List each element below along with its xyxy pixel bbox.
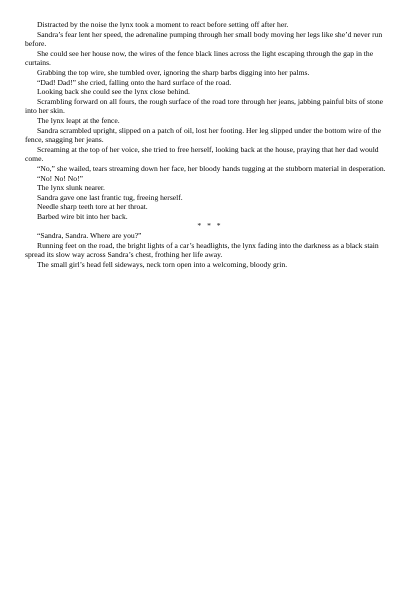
- paragraph: Scrambling forward on all fours, the rough surface of the road tore through her jeans, jabbing painful bits of stone into her skin.: [25, 96, 384, 116]
- story-text: [25, 20, 395, 269]
- paragraph: “Sandra, Sandra. Where are you?”: [37, 231, 142, 241]
- paragraph: “Dad! Dad!” she cried, falling onto the hard surface of the road.: [37, 77, 232, 87]
- paragraph: Distracted by the noise the lynx took a moment to react before setting off after her.: [37, 20, 289, 29]
- paragraph: The lynx slunk nearer.: [37, 183, 105, 193]
- paragraph: Barbed wire bit into her back.: [37, 211, 128, 221]
- paragraph: Grabbing the top wire, she tumbled over, ignoring the sharp barbs digging into her palms.: [37, 67, 310, 77]
- paragraph: Sandra gave one last frantic tug, freeing herself.: [37, 192, 183, 202]
- paragraph: Looking back she could see the lynx close behind.: [37, 87, 190, 97]
- paragraph: Running feet on the road, the bright lights of a car’s headlights, the lynx fading into the darkness as a black stain spread its slow way across Sandra’s chest, frothing her life away.: [25, 240, 379, 260]
- paragraph: The lynx leapt at the fence.: [37, 115, 120, 125]
- paragraph: The small girl’s head fell sideways, neck torn open into a welcoming, bloody grin.: [37, 259, 288, 269]
- paragraph: She could see her house now, the wires of the fence black lines across the light escaping through the gap in the curtains.: [25, 48, 374, 68]
- paragraph: Sandra’s fear lent her speed, the adrenaline pumping through her small body moving her legs like she’d never run before.: [25, 29, 383, 49]
- paragraph: Needle sharp teeth tore at her throat.: [37, 202, 148, 212]
- paragraph: “No,” she wailed, tears streaming down her face, her bloody hands tugging at the stubborn material in desperation.: [37, 163, 386, 173]
- paragraph: Screaming at the top of her voice, she tried to free herself, looking back at the house, praying that her dad would come.: [25, 144, 379, 164]
- paragraph: “No! No! No!”: [37, 173, 83, 183]
- scene-break: * * *: [197, 221, 223, 231]
- paragraph: Sandra scrambled upright, slipped on a patch of oil, lost her footing. Her leg slipped under the bottom wire of the fence, snagging her jeans.: [25, 125, 381, 145]
